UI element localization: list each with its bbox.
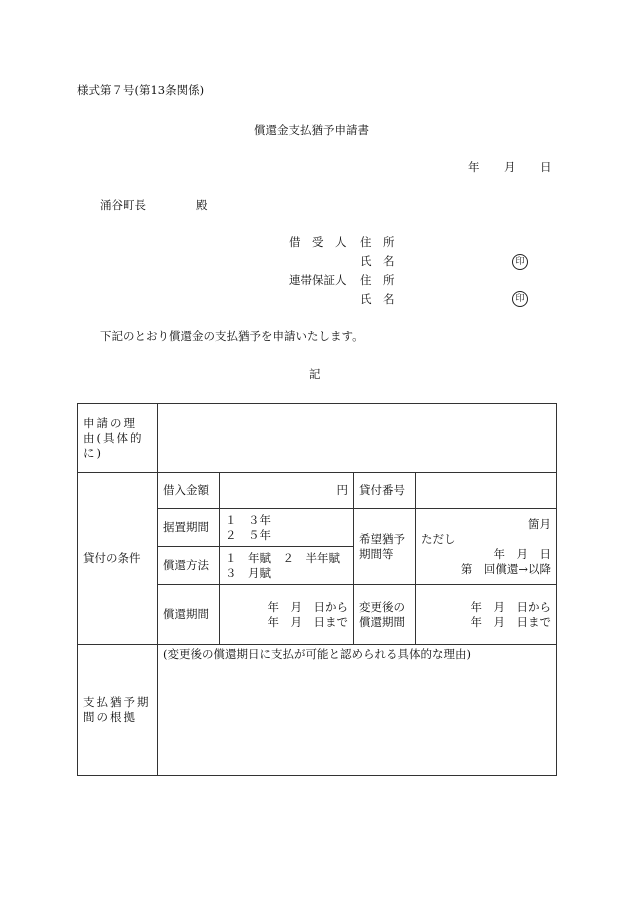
changed-from-date: 年 月 日から bbox=[470, 599, 551, 614]
guarantor-name-label: 氏 名 bbox=[360, 292, 395, 306]
grace-option-1[interactable]: １ ３年 bbox=[225, 512, 271, 527]
date-year: 年 bbox=[468, 160, 480, 174]
basis-label: 支払猶予期間の根拠 bbox=[78, 645, 158, 776]
repay-method-label: 償還方法 bbox=[158, 547, 220, 585]
guarantor-seal-icon: 印 bbox=[512, 291, 528, 307]
form-number: 様式第７号(第13条関係) bbox=[77, 83, 205, 97]
page-title: 償還金支払猶予申請書 bbox=[254, 123, 369, 137]
proviso-text: ただし bbox=[421, 531, 456, 546]
conditions-label: 貸付の条件 bbox=[78, 473, 158, 645]
loan-amount-field[interactable]: 円 bbox=[220, 473, 354, 509]
grace-period-options[interactable] bbox=[220, 509, 354, 547]
loan-amount-label: 借入金額 bbox=[158, 473, 220, 509]
changed-period-label: 変更後の償還期間 bbox=[354, 585, 416, 645]
changed-to-date: 年 月 日まで bbox=[470, 614, 551, 629]
addressee-name: 涌谷町長 bbox=[100, 198, 146, 212]
borrower-address-label: 住 所 bbox=[360, 235, 395, 249]
reason-field[interactable] bbox=[158, 404, 557, 473]
borrower-label: 借 受 人 bbox=[289, 235, 347, 249]
application-table bbox=[77, 403, 557, 776]
reason-label: 申請の理由(具体的に) bbox=[78, 404, 158, 473]
basis-note: (変更後の償還期日に支払が可能と認められる具体的な理由) bbox=[163, 647, 471, 661]
repay-from-text: 第 回償還→以降 bbox=[460, 561, 551, 576]
loan-number-label: 貸付番号 bbox=[354, 473, 416, 509]
changed-period-field[interactable] bbox=[416, 585, 557, 645]
statement-text: 下記のとおり償還金の支払猶予を申請いたします。 bbox=[100, 329, 364, 343]
basis-field[interactable] bbox=[158, 645, 557, 776]
desired-grace-field[interactable] bbox=[416, 509, 557, 585]
grace-option-2[interactable]: ２ ５年 bbox=[225, 527, 271, 542]
ki-heading: 記 bbox=[309, 367, 321, 381]
date-day: 日 bbox=[540, 160, 552, 174]
guarantor-label: 連帯保証人 bbox=[289, 273, 347, 287]
repay-period-field[interactable] bbox=[220, 585, 354, 645]
repay-to-date: 年 月 日まで bbox=[267, 614, 348, 629]
borrower-name-label: 氏 名 bbox=[360, 254, 395, 268]
addressee-honorific: 殿 bbox=[196, 198, 208, 212]
borrower-seal-icon: 印 bbox=[512, 254, 528, 270]
repay-start-date: 年 月 日 bbox=[493, 546, 551, 561]
months-unit: 箇月 bbox=[528, 516, 551, 531]
repay-from-date: 年 月 日から bbox=[267, 599, 348, 614]
loan-number-field[interactable] bbox=[416, 473, 557, 509]
repay-period-label: 償還期間 bbox=[158, 585, 220, 645]
repay-method-options[interactable] bbox=[220, 547, 354, 585]
desired-grace-label: 希望猶予期間等 bbox=[354, 509, 416, 585]
guarantor-address-label: 住 所 bbox=[360, 273, 395, 287]
grace-period-label: 据置期間 bbox=[158, 509, 220, 547]
method-line-1[interactable]: １ 年賦 ２ 半年賦 bbox=[225, 550, 340, 565]
date-month: 月 bbox=[504, 160, 516, 174]
method-line-2[interactable]: ３ 月賦 bbox=[225, 565, 271, 580]
